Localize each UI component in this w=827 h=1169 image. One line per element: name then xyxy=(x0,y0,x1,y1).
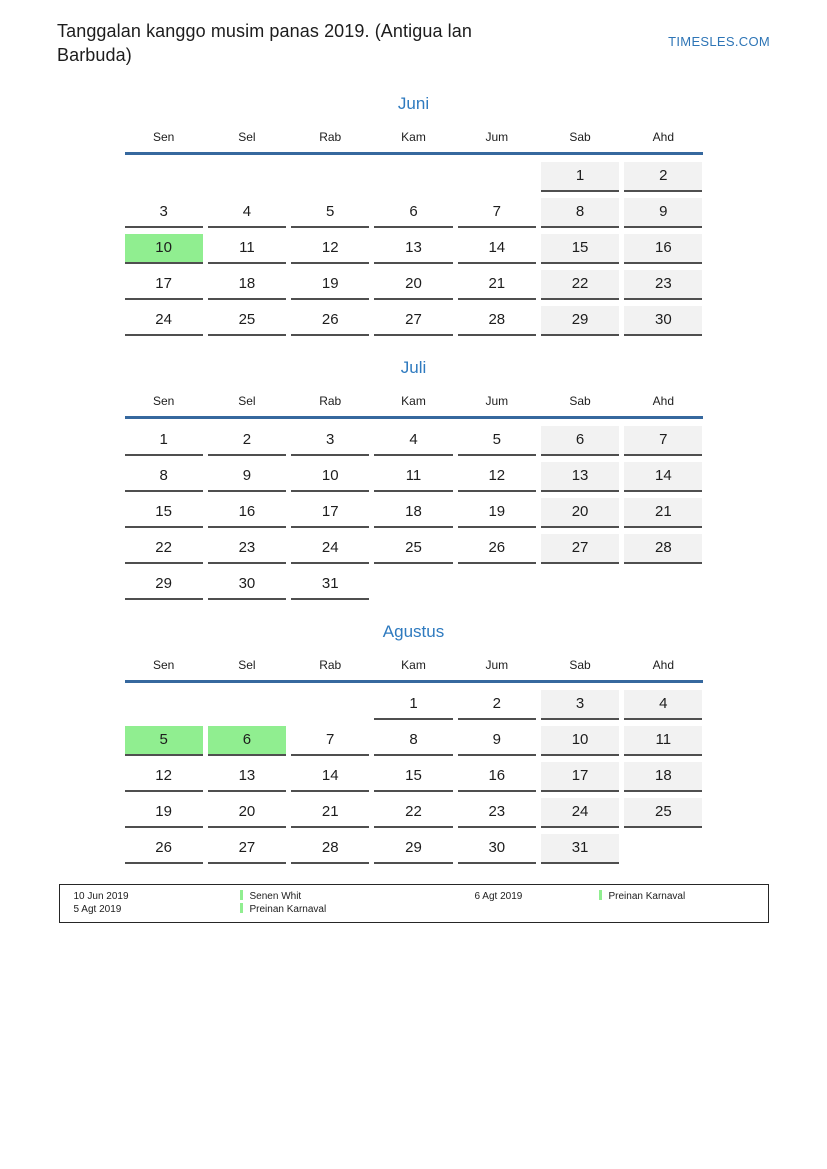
weekday-label: Sen xyxy=(152,393,175,408)
day-juni-6: 6 xyxy=(374,198,452,228)
day-juli-6: 6 xyxy=(541,426,619,456)
weekday-label: Sel xyxy=(238,657,256,672)
header-rule xyxy=(125,416,703,419)
weekday-header-row xyxy=(125,657,703,674)
day-juli-12: 12 xyxy=(458,462,536,492)
legend-event-label: Preinan Karnaval xyxy=(608,890,686,902)
month-agustus xyxy=(125,622,703,864)
weekday-label: Kam xyxy=(401,129,426,144)
legend-event-label: Senen Whit xyxy=(249,890,302,902)
day-juni-18: 18 xyxy=(208,270,286,300)
day-juni-14: 14 xyxy=(458,234,536,264)
weekday-label: Ahd xyxy=(652,129,675,144)
day-juli-11: 11 xyxy=(374,462,452,492)
day-agustus-26: 26 xyxy=(125,834,203,864)
day-juni-27: 27 xyxy=(374,306,452,336)
day-agustus-1: 1 xyxy=(374,690,452,720)
weekday-label: Ahd xyxy=(652,393,675,408)
event-color-marker-icon xyxy=(240,890,243,900)
day-agustus-29: 29 xyxy=(374,834,452,864)
day-juli-18: 18 xyxy=(374,498,452,528)
day-agustus-30: 30 xyxy=(458,834,536,864)
legend-event xyxy=(240,903,475,916)
day-juli-21: 21 xyxy=(624,498,702,528)
empty-cell xyxy=(374,570,452,600)
day-agustus-21: 21 xyxy=(291,798,369,828)
day-juni-9: 9 xyxy=(624,198,702,228)
day-juni-19: 19 xyxy=(291,270,369,300)
day-agustus-8: 8 xyxy=(374,726,452,756)
page-title: Tanggalan kanggo musim panas 2019. (Antigua lan Barbuda) xyxy=(57,21,472,66)
day-juli-9: 9 xyxy=(208,462,286,492)
months-container xyxy=(125,94,703,864)
day-juli-16: 16 xyxy=(208,498,286,528)
day-juli-10: 10 xyxy=(291,462,369,492)
day-agustus-28: 28 xyxy=(291,834,369,864)
day-juli-25: 25 xyxy=(374,534,452,564)
day-juli-14: 14 xyxy=(624,462,702,492)
empty-cell xyxy=(624,834,702,864)
weekday-label: Kam xyxy=(401,393,426,408)
site-link[interactable]: TIMESLES.COM xyxy=(668,34,770,49)
day-juni-13: 13 xyxy=(374,234,452,264)
day-juni-24: 24 xyxy=(125,306,203,336)
empty-cell xyxy=(541,570,619,600)
day-juni-4: 4 xyxy=(208,198,286,228)
legend-event xyxy=(240,890,475,903)
day-agustus-2: 2 xyxy=(458,690,536,720)
day-juli-19: 19 xyxy=(458,498,536,528)
day-agustus-15: 15 xyxy=(374,762,452,792)
day-juli-30: 30 xyxy=(208,570,286,600)
weekday-header-row xyxy=(125,393,703,410)
day-agustus-5: 5 xyxy=(125,726,203,756)
weekday-label: Jum xyxy=(485,129,509,144)
day-juni-15: 15 xyxy=(541,234,619,264)
day-juni-21: 21 xyxy=(458,270,536,300)
day-juni-28: 28 xyxy=(458,306,536,336)
weekday-label: Sen xyxy=(152,657,175,672)
weekday-label: Sab xyxy=(569,129,591,144)
month-juli xyxy=(125,358,703,600)
legend-box xyxy=(59,884,769,923)
day-agustus-20: 20 xyxy=(208,798,286,828)
legend-events-column xyxy=(599,890,768,903)
event-color-marker-icon xyxy=(240,903,243,913)
weekday-label: Sel xyxy=(238,393,256,408)
day-agustus-9: 9 xyxy=(458,726,536,756)
day-juni-8: 8 xyxy=(541,198,619,228)
day-juli-3: 3 xyxy=(291,426,369,456)
day-agustus-13: 13 xyxy=(208,762,286,792)
weekday-label: Sel xyxy=(238,129,256,144)
month-juni xyxy=(125,94,703,336)
header-rule xyxy=(125,152,703,155)
day-juli-13: 13 xyxy=(541,462,619,492)
day-juni-2: 2 xyxy=(624,162,702,192)
day-grid xyxy=(125,426,703,600)
day-juli-22: 22 xyxy=(125,534,203,564)
legend-date: 10 Jun 2019 xyxy=(73,890,129,902)
day-agustus-7: 7 xyxy=(291,726,369,756)
day-juli-15: 15 xyxy=(125,498,203,528)
day-agustus-4: 4 xyxy=(624,690,702,720)
page-header xyxy=(0,0,827,68)
day-agustus-17: 17 xyxy=(541,762,619,792)
day-juli-7: 7 xyxy=(624,426,702,456)
day-juli-23: 23 xyxy=(208,534,286,564)
day-agustus-27: 27 xyxy=(208,834,286,864)
empty-cell xyxy=(208,690,286,720)
day-juli-4: 4 xyxy=(374,426,452,456)
weekday-header-row xyxy=(125,129,703,146)
weekday-label: Sen xyxy=(152,129,175,144)
day-grid xyxy=(125,690,703,864)
day-juni-12: 12 xyxy=(291,234,369,264)
day-juli-17: 17 xyxy=(291,498,369,528)
day-juli-29: 29 xyxy=(125,570,203,600)
weekday-label: Rab xyxy=(319,657,342,672)
day-juli-5: 5 xyxy=(458,426,536,456)
day-juli-24: 24 xyxy=(291,534,369,564)
day-juli-28: 28 xyxy=(624,534,702,564)
empty-cell xyxy=(208,162,286,192)
weekday-label: Rab xyxy=(319,393,342,408)
legend-events-column xyxy=(240,890,475,916)
legend-event xyxy=(599,890,768,903)
legend-event-label: Preinan Karnaval xyxy=(249,903,327,915)
day-juni-10: 10 xyxy=(125,234,203,264)
day-agustus-10: 10 xyxy=(541,726,619,756)
empty-cell xyxy=(624,570,702,600)
day-juli-1: 1 xyxy=(125,426,203,456)
weekday-label: Ahd xyxy=(652,657,675,672)
day-juni-3: 3 xyxy=(125,198,203,228)
day-juli-31: 31 xyxy=(291,570,369,600)
day-juni-29: 29 xyxy=(541,306,619,336)
legend-date: 6 Agt 2019 xyxy=(474,890,523,902)
empty-cell xyxy=(458,570,536,600)
day-agustus-19: 19 xyxy=(125,798,203,828)
day-agustus-14: 14 xyxy=(291,762,369,792)
weekday-label: Kam xyxy=(401,657,426,672)
day-agustus-16: 16 xyxy=(458,762,536,792)
day-juni-22: 22 xyxy=(541,270,619,300)
day-juni-5: 5 xyxy=(291,198,369,228)
empty-cell xyxy=(291,690,369,720)
day-juni-1: 1 xyxy=(541,162,619,192)
legend-dates-column xyxy=(74,890,240,916)
day-juni-11: 11 xyxy=(208,234,286,264)
day-grid xyxy=(125,162,703,336)
day-juni-16: 16 xyxy=(624,234,702,264)
day-agustus-3: 3 xyxy=(541,690,619,720)
day-juli-27: 27 xyxy=(541,534,619,564)
empty-cell xyxy=(125,162,203,192)
legend-dates-column xyxy=(475,890,599,903)
day-juli-8: 8 xyxy=(125,462,203,492)
month-title: Agustus xyxy=(382,621,445,641)
day-agustus-6: 6 xyxy=(208,726,286,756)
day-juni-30: 30 xyxy=(624,306,702,336)
day-agustus-23: 23 xyxy=(458,798,536,828)
day-agustus-25: 25 xyxy=(624,798,702,828)
day-juni-25: 25 xyxy=(208,306,286,336)
day-juni-17: 17 xyxy=(125,270,203,300)
day-juli-2: 2 xyxy=(208,426,286,456)
day-agustus-31: 31 xyxy=(541,834,619,864)
legend-date: 5 Agt 2019 xyxy=(73,903,122,915)
header-rule xyxy=(125,680,703,683)
weekday-label: Sab xyxy=(569,393,591,408)
weekday-label: Sab xyxy=(569,657,591,672)
empty-cell xyxy=(125,690,203,720)
month-title: Juni xyxy=(397,93,430,113)
month-title: Juli xyxy=(400,357,427,377)
day-juni-20: 20 xyxy=(374,270,452,300)
weekday-label: Rab xyxy=(319,129,342,144)
day-juni-7: 7 xyxy=(458,198,536,228)
weekday-label: Jum xyxy=(485,657,509,672)
empty-cell xyxy=(374,162,452,192)
day-agustus-22: 22 xyxy=(374,798,452,828)
weekday-label: Jum xyxy=(485,393,509,408)
day-juni-26: 26 xyxy=(291,306,369,336)
day-agustus-12: 12 xyxy=(125,762,203,792)
day-agustus-11: 11 xyxy=(624,726,702,756)
day-agustus-18: 18 xyxy=(624,762,702,792)
event-color-marker-icon xyxy=(599,890,602,900)
day-juli-26: 26 xyxy=(458,534,536,564)
day-juli-20: 20 xyxy=(541,498,619,528)
empty-cell xyxy=(458,162,536,192)
day-juni-23: 23 xyxy=(624,270,702,300)
empty-cell xyxy=(291,162,369,192)
day-agustus-24: 24 xyxy=(541,798,619,828)
